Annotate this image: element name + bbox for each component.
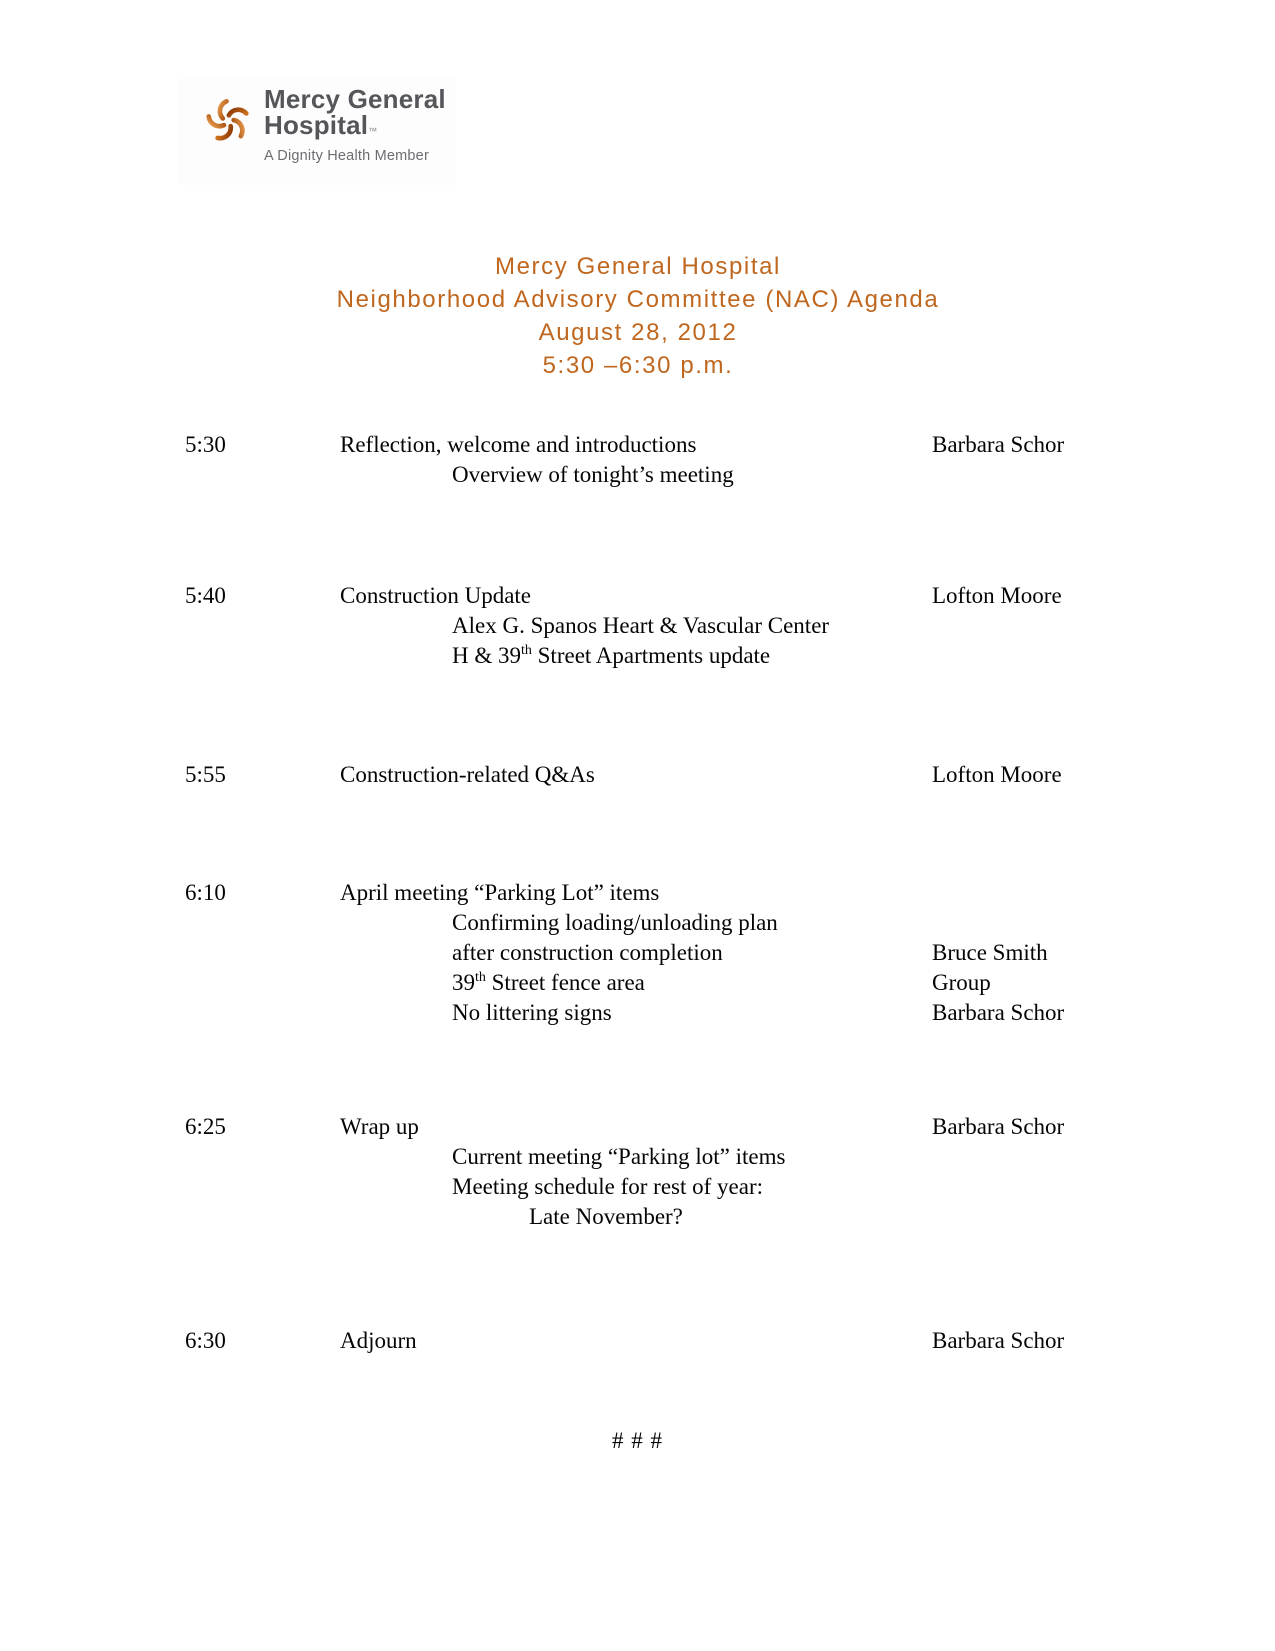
agenda-row	[0, 1144, 1275, 1174]
agenda-presenter: Barbara Schor	[932, 432, 1065, 457]
agenda-section-540	[0, 583, 1275, 673]
agenda-presenter: Bruce Smith	[932, 940, 1048, 965]
agenda-time: 6:25	[185, 1114, 226, 1139]
agenda-subitem: No littering signs	[452, 1000, 612, 1025]
hospital-logo	[178, 78, 456, 185]
agenda-row	[0, 910, 1275, 940]
agenda-subitem: Current meeting “Parking lot” items	[452, 1144, 786, 1169]
agenda-item: Construction-related Q&As	[340, 762, 595, 787]
agenda-row	[0, 432, 1275, 462]
item-text-part: H & 39	[452, 643, 521, 668]
agenda-presenter: Barbara Schor	[932, 1114, 1065, 1139]
item-text-part: Street fence area	[485, 970, 645, 995]
logo-tagline: A Dignity Health Member	[264, 148, 429, 164]
agenda-row	[0, 940, 1275, 970]
agenda-subitem: after construction completion	[452, 940, 723, 965]
item-text-part: Street Apartments update	[531, 643, 771, 668]
agenda-row	[0, 643, 1275, 673]
agenda-presenter: Lofton Moore	[932, 583, 1062, 608]
agenda-subitem: Alex G. Spanos Heart & Vascular Center	[452, 613, 830, 638]
title-hospital-name: Mercy General Hospital	[495, 253, 781, 280]
agenda-time: 6:30	[185, 1328, 226, 1353]
logo-name-line2: Hospital	[264, 110, 369, 140]
agenda-section-625	[0, 1114, 1275, 1234]
agenda-item: Construction Update	[340, 583, 531, 608]
ordinal-superscript: th	[521, 643, 532, 658]
item-text-part: 39	[452, 970, 475, 995]
agenda-time: 6:10	[185, 880, 226, 905]
ordinal-superscript: th	[475, 970, 486, 985]
agenda-row	[0, 462, 1275, 492]
logo-text	[264, 78, 446, 164]
agenda-row	[0, 1114, 1275, 1144]
agenda-subitem: Overview of tonight’s meeting	[452, 462, 734, 487]
agenda-time: 5:55	[185, 762, 226, 787]
agenda-item: Reflection, welcome and introductions	[340, 432, 697, 457]
agenda-presenter: Lofton Moore	[932, 762, 1062, 787]
agenda-row	[0, 1328, 1275, 1358]
dignity-health-flower-icon	[202, 90, 254, 150]
agenda-subitem: Late November?	[529, 1204, 683, 1229]
agenda-row	[0, 613, 1275, 643]
document-title	[8, 250, 1268, 382]
agenda-row	[0, 1174, 1275, 1204]
agenda-time: 5:40	[185, 583, 226, 608]
agenda-presenter: Barbara Schor	[932, 1328, 1065, 1353]
agenda-item: Adjourn	[340, 1328, 417, 1353]
agenda-row	[0, 880, 1275, 910]
trademark-mark: ™	[368, 126, 378, 136]
agenda-row	[0, 583, 1275, 613]
end-mark: # # #	[612, 1428, 663, 1453]
agenda-section-630	[0, 1328, 1275, 1358]
logo-name	[264, 86, 446, 144]
agenda-subitem	[452, 970, 645, 996]
title-time-range: 5:30 –6:30 p.m.	[542, 352, 734, 379]
agenda-row	[0, 762, 1275, 792]
title-committee-line: Neighborhood Advisory Committee (NAC) Agenda	[336, 286, 940, 313]
title-date: August 28, 2012	[538, 319, 738, 346]
agenda-row	[0, 1204, 1275, 1234]
agenda-time: 5:30	[185, 432, 226, 457]
agenda-row	[0, 1000, 1275, 1030]
agenda-presenter: Group	[932, 970, 991, 995]
agenda-section-555	[0, 762, 1275, 792]
agenda-subitem	[452, 643, 770, 669]
agenda-section-530	[0, 432, 1275, 492]
agenda-subitem: Meeting schedule for rest of year:	[452, 1174, 764, 1199]
agenda-presenter: Barbara Schor	[932, 1000, 1065, 1025]
agenda-item: Wrap up	[340, 1114, 419, 1139]
agenda-section-610	[0, 880, 1275, 1030]
agenda-item: April meeting “Parking Lot” items	[340, 880, 660, 905]
agenda-row	[0, 970, 1275, 1000]
logo-name-line1: Mercy General	[264, 84, 446, 114]
agenda-subitem: Confirming loading/unloading plan	[452, 910, 778, 935]
